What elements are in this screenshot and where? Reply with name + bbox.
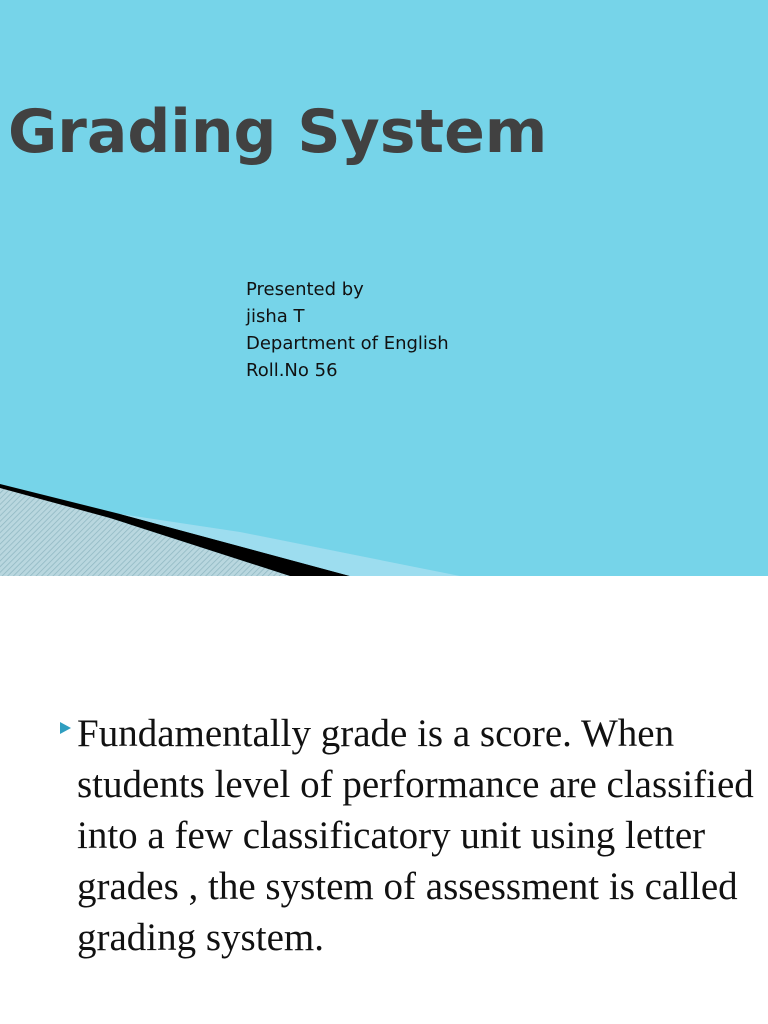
presenter-department: Department of English [246,333,449,354]
presenter-label: Presented by [246,279,364,300]
presenter-info [246,276,449,384]
content-slide [0,576,768,1024]
triangle-bullet-icon [60,722,71,734]
slide-title: Grading System [8,97,548,167]
presenter-roll-number: Roll.No 56 [246,360,338,381]
bullet-paragraph: Fundamentally grade is a score. When students level of performance are classified into a few classificatory unit using letter grades , the system of assessment is called grading system. [77,712,754,959]
presenter-name: jisha T [246,306,305,327]
decorative-wave-graphic [0,470,768,576]
